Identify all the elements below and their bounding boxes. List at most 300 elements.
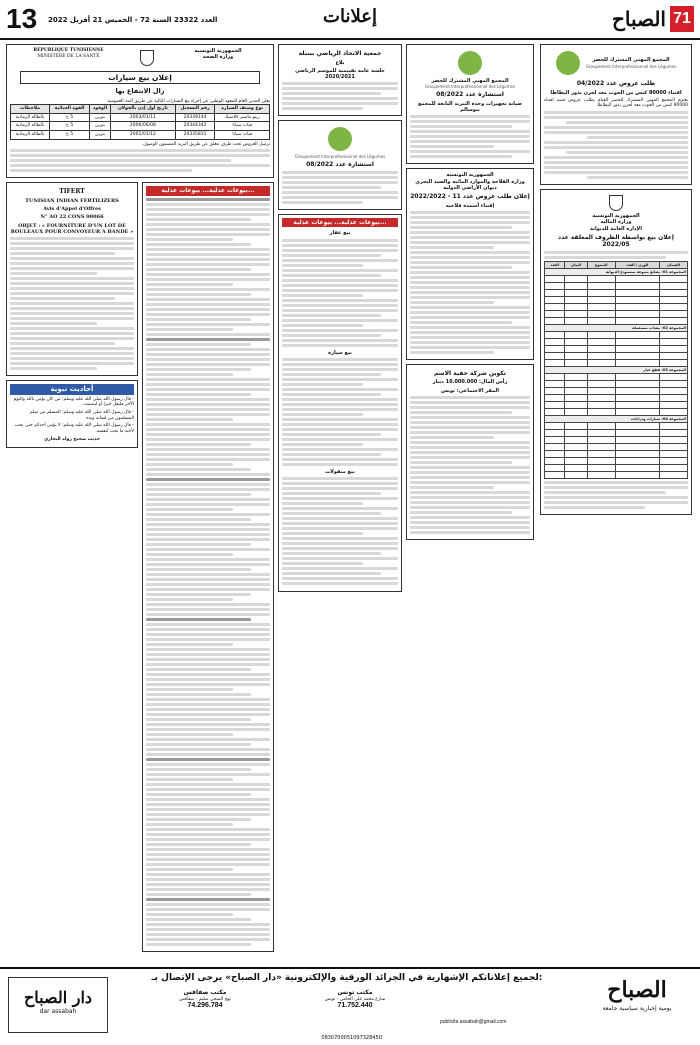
ad-subtitle: إقتناء أسمدة فلاحية	[445, 202, 495, 209]
masthead	[0, 0, 700, 40]
judicial-sales	[278, 214, 402, 592]
bank-account: 083070005109732845O	[321, 1035, 383, 1041]
tifert-tender-ad	[6, 182, 138, 376]
consultation-ad-legumes	[278, 120, 402, 210]
table-cell	[587, 409, 615, 416]
footer-email-link[interactable]: publicite.assabah@gmail.com	[440, 1019, 507, 1025]
table-cell	[587, 388, 615, 395]
ad-number: N° AO 22 CONS 00066	[40, 214, 104, 221]
table-cell	[565, 444, 588, 451]
table-row	[545, 297, 688, 304]
ad-subtitle: بلاغ	[335, 59, 345, 66]
sale-closing: ترسل العروض تحت ظرف مغلق عن طريق البريد المضمون الوصول.	[141, 141, 270, 147]
header-republic: الجمهورية التونسية	[194, 48, 242, 54]
lot-label: المجموعة 04: سيارات ودراجات	[545, 416, 688, 423]
table-cell	[545, 437, 565, 444]
office-phone[interactable]: 74.296.784	[187, 1002, 223, 1010]
judicial-notice-title: بيع سيارة	[328, 349, 352, 356]
table-cell	[587, 339, 615, 346]
table-cell	[587, 423, 615, 430]
table-cell	[587, 304, 615, 311]
table-cell	[587, 381, 615, 388]
ministry-heading: وزارة الفلاحة والموارد المائية والصيد البحري	[415, 178, 525, 185]
org-logo	[282, 124, 398, 154]
leaf-icon	[556, 51, 580, 75]
judicial-notice-title: بيع عقار	[329, 230, 351, 237]
lots-col-header: الضمان	[659, 261, 687, 268]
table-cell	[587, 353, 615, 360]
table-cell	[587, 451, 615, 458]
lot-header-row	[545, 416, 688, 423]
table-cell	[565, 465, 588, 472]
issue-info: العدد 23322 السنة 72 - الخميس 21 أفريل 2022	[48, 16, 218, 24]
table-cell	[659, 360, 687, 367]
table-cell	[615, 311, 659, 318]
org-logo	[410, 48, 530, 78]
lot-label: المجموعة 02: معدات مستعملة	[545, 325, 688, 332]
table-cell	[615, 332, 659, 339]
sale-intro: يعلن المدير العام للمعهد الوطني عن إجراء بيع السيارات التالية عن طريق البتة العمومية.	[106, 98, 270, 104]
table-cell	[565, 283, 588, 290]
table-cell	[545, 472, 565, 479]
table-cell	[659, 465, 687, 472]
table-cell: 2003/01/11	[111, 113, 176, 122]
tender-ad-jute-bags	[540, 44, 692, 185]
table-cell	[659, 402, 687, 409]
table-cell: 2006/06/08	[111, 122, 176, 131]
table-cell	[545, 409, 565, 416]
table-cell	[565, 381, 588, 388]
table-row	[545, 395, 688, 402]
table-cell	[615, 283, 659, 290]
table-cell	[615, 374, 659, 381]
table-cell	[615, 381, 659, 388]
table-row	[11, 113, 270, 122]
coat-of-arms-icon	[140, 50, 154, 66]
ministry-heading: وزارة المالية	[600, 219, 632, 226]
table-cell	[545, 332, 565, 339]
judicial-notice-title: بيع منقولات	[325, 468, 355, 475]
newspaper-logo[interactable]	[608, 4, 694, 36]
table-cell	[615, 360, 659, 367]
table-cell	[659, 311, 687, 318]
table-cell	[615, 430, 659, 437]
ad-title: جمعية الاتحاد الرياضي ببنبلة	[298, 50, 382, 57]
notices-body	[146, 198, 270, 946]
sale-col-header: ملاحظات	[11, 105, 50, 114]
table-cell	[545, 444, 565, 451]
table-cell	[587, 458, 615, 465]
table-cell: فيات سيانا	[215, 131, 270, 140]
table-cell	[545, 283, 565, 290]
table-cell	[659, 381, 687, 388]
table-cell	[565, 437, 588, 444]
republic-heading: الجمهورية التونسية	[592, 213, 640, 219]
table-row	[545, 311, 688, 318]
table-cell	[659, 332, 687, 339]
ad-title: استشارة عدد 08/2022	[306, 161, 374, 169]
table-cell	[565, 423, 588, 430]
ad-capital: رأس المال: 10.000.000 دينار	[432, 379, 508, 386]
ad-lead: يعتزم المجمع المهني المشترك للخضر القيام بطلب عروض قصد اقتناء 80000 كيس من الجوت معد لخزن بذور البطاطا.	[544, 97, 688, 109]
tender-ad-fertilizers	[406, 168, 534, 360]
consultation-ad-cooling-unit	[406, 44, 534, 164]
header-ministry: وزارة الصحة	[202, 54, 234, 61]
table-cell	[545, 304, 565, 311]
column-a	[540, 44, 692, 965]
table-cell	[545, 353, 565, 360]
table-row	[545, 402, 688, 409]
office-tunis	[280, 989, 430, 1011]
table-cell	[659, 458, 687, 465]
lots-table	[544, 261, 688, 479]
table-cell	[565, 346, 588, 353]
table-row	[545, 388, 688, 395]
table-cell	[659, 276, 687, 283]
ad-body	[544, 98, 688, 179]
lots-col-header: الوزن / العدد	[615, 261, 659, 268]
table-cell	[545, 290, 565, 297]
leaf-icon	[328, 127, 352, 151]
table-row	[545, 290, 688, 297]
org-name-fr: Groupement Interprofessionnel des Légumes	[585, 63, 677, 69]
table-cell	[565, 297, 588, 304]
table-cell	[545, 465, 565, 472]
sports-club-notice	[278, 44, 402, 116]
table-row	[545, 409, 688, 416]
table-cell	[659, 290, 687, 297]
office-heading: ديوان الأراضي الدولية	[443, 184, 497, 191]
table-cell: بالطالة الرمادية	[11, 113, 50, 122]
table-cell	[587, 283, 615, 290]
sale-subtitle: زال الانتفاع بها	[115, 87, 165, 96]
table-row	[545, 374, 688, 381]
customs-sale-notice	[540, 189, 692, 515]
table-cell: 5 خ	[49, 113, 89, 122]
table-cell	[545, 381, 565, 388]
table-cell	[545, 402, 565, 409]
table-cell	[565, 318, 588, 325]
judicial-notice	[282, 469, 398, 585]
table-cell	[615, 388, 659, 395]
table-cell	[615, 458, 659, 465]
table-cell	[565, 430, 588, 437]
table-cell	[615, 451, 659, 458]
lot-label: المجموعة 03: قطع غيار	[545, 367, 688, 374]
judicial-sales-banner: بيوعات عدلية... بيوعات عدلية...	[282, 218, 398, 228]
table-cell	[615, 276, 659, 283]
table-cell	[659, 430, 687, 437]
judicial-notices-wide	[142, 182, 274, 952]
org-name-fr: Groupement Interprofessionnel des Légumes	[424, 84, 516, 90]
table-cell	[545, 346, 565, 353]
table-cell	[659, 339, 687, 346]
table-cell	[565, 409, 588, 416]
republic-heading: الجمهورية التونسية	[446, 172, 494, 179]
table-cell	[587, 430, 615, 437]
table-cell	[565, 458, 588, 465]
org-logo	[544, 48, 688, 78]
vehicle-sale-ad	[6, 44, 274, 178]
table-cell: 5 خ	[49, 131, 89, 140]
company-formation-ad	[406, 364, 534, 540]
table-row	[545, 276, 688, 283]
hadith-item: - قال رسول الله صلى الله عليه وسلم: المسلم من سلم المسلمون من لسانه ويده.	[29, 410, 134, 421]
judicial-notice	[282, 230, 398, 346]
lot-header-row	[545, 269, 688, 276]
table-row	[545, 318, 688, 325]
table-cell	[587, 465, 615, 472]
table-cell	[659, 409, 687, 416]
table-cell: بنزين	[90, 131, 111, 140]
table-cell	[587, 444, 615, 451]
ad-title: إعلان طلب عروض عدد 11 - 2022/2022	[410, 193, 530, 200]
leaf-icon	[458, 51, 482, 75]
table-cell	[659, 423, 687, 430]
table-cell	[565, 290, 588, 297]
ad-hq: المقر الاجتماعي: تونس	[441, 387, 499, 394]
table-cell: فيات سيانا	[215, 122, 270, 131]
lot-header-row	[545, 367, 688, 374]
table-cell: 20335831	[175, 131, 215, 140]
notices-banner: بيوعات عدلية... بيوعات عدلية...	[146, 186, 270, 196]
column-c	[278, 44, 402, 965]
table-row	[545, 304, 688, 311]
table-cell	[615, 353, 659, 360]
table-cell	[587, 402, 615, 409]
table-cell: 2001/01/12	[111, 131, 176, 140]
lots-col-header: البيان	[565, 261, 588, 268]
table-cell	[565, 353, 588, 360]
table-cell	[659, 472, 687, 479]
hadith-header: أحاديث نبوية	[10, 384, 134, 395]
sale-title: إعلان بيع سيارات	[20, 71, 260, 84]
table-cell: بالطالة الرمادية	[11, 122, 50, 131]
table-cell	[659, 437, 687, 444]
table-row	[545, 430, 688, 437]
table-cell	[565, 276, 588, 283]
org-name: المجمع المهني المشترك للخضر	[431, 78, 509, 84]
table-cell	[565, 451, 588, 458]
table-cell	[565, 360, 588, 367]
table-cell: بنزين	[90, 113, 111, 122]
table-cell	[587, 395, 615, 402]
judicial-notice	[282, 350, 398, 466]
hadith-item: - قال رسول الله صلى الله عليه وسلم: لا يؤمن أحدكم حتى يحب لأخيه ما يحب لنفسه.	[14, 423, 134, 434]
table-cell	[615, 346, 659, 353]
sale-col-header: تاريخ أول إذن بالجولان	[111, 105, 176, 114]
table-cell	[565, 339, 588, 346]
ad-subtitle: اقتناء 80000 كيس من الجوت معد لخزن بذور البطاطا	[550, 89, 682, 96]
table-cell	[587, 472, 615, 479]
table-cell	[659, 353, 687, 360]
table-cell	[615, 465, 659, 472]
ad-subtitle: صيانة تجهيزات وحدة التبريد التابعة للمجمع ببوسالم	[417, 100, 523, 113]
table-cell	[659, 374, 687, 381]
office-title: مكتب تونس	[337, 989, 373, 996]
logo-left-name: دار الصباح	[23, 988, 93, 1007]
company-name: TIFERT	[59, 188, 85, 196]
company-full-name: TUNISIAN INDIAN FERTILIZERS	[25, 197, 119, 204]
header-fr-republic: RÉPUBLIQUE TUNISIENNE	[33, 48, 104, 53]
logo-wordmark: الصباح	[611, 7, 666, 31]
office-address: نهج المنجي سليم - صفاقس	[179, 996, 231, 1002]
table-row	[545, 332, 688, 339]
table-cell	[587, 311, 615, 318]
table-cell	[615, 423, 659, 430]
table-cell	[659, 395, 687, 402]
sale-col-header: نوع وصنف السيارة	[215, 105, 270, 114]
table-cell	[545, 339, 565, 346]
table-cell: 20344342	[175, 122, 215, 131]
logo-right-sub: يومية إخبارية سياسية جامعة	[602, 1004, 672, 1012]
table-cell	[615, 395, 659, 402]
footer-banner: لجميع إعلاناتكم الإشهارية في الجرائد الورقية والإلكترونية «دار الصباح» يرجى الإتصال بـ:	[151, 973, 543, 983]
hadith-item: - قال رسول الله صلى الله عليه وسلم: من كان يؤمن بالله واليوم الآخر فليقل خيرا أو ليصمت.	[13, 396, 134, 408]
table-row	[545, 360, 688, 367]
ad-title: طلب عروض عدد 04/2022	[576, 80, 656, 87]
table-cell: 20339144	[175, 113, 215, 122]
table-cell	[587, 374, 615, 381]
org-name-fr: Groupement Interprofessionnel des Légumes	[294, 154, 386, 160]
table-cell	[615, 318, 659, 325]
assabah-logo[interactable]	[582, 977, 692, 1033]
table-row	[545, 381, 688, 388]
page-number: 13	[6, 3, 38, 34]
table-cell: بنزين	[90, 122, 111, 131]
section-title: إعلانات	[323, 6, 377, 27]
dar-assabah-logo[interactable]	[8, 977, 108, 1033]
table-cell	[545, 423, 565, 430]
table-cell	[545, 430, 565, 437]
table-cell	[565, 388, 588, 395]
table-cell	[587, 318, 615, 325]
table-cell	[587, 437, 615, 444]
table-cell	[615, 437, 659, 444]
table-cell	[659, 283, 687, 290]
table-row	[545, 451, 688, 458]
table-row	[11, 131, 270, 140]
table-cell	[545, 297, 565, 304]
ad-body: جلسة عامة تقييمية للموسم الرياضي 2020/2021	[295, 67, 385, 80]
table-row	[545, 339, 688, 346]
table-cell	[659, 444, 687, 451]
coat-of-arms-icon	[609, 195, 623, 211]
table-cell: بالطالة الرمادية	[11, 131, 50, 140]
ad-title: Avis d'Appel d'Offres	[43, 206, 101, 212]
table-cell	[659, 346, 687, 353]
table-row	[545, 444, 688, 451]
table-cell	[545, 374, 565, 381]
table-cell	[587, 290, 615, 297]
table-cell	[545, 360, 565, 367]
table-cell	[545, 395, 565, 402]
table-cell	[659, 318, 687, 325]
table-cell	[659, 451, 687, 458]
table-cell	[545, 451, 565, 458]
table-cell	[545, 276, 565, 283]
table-cell	[587, 346, 615, 353]
table-row	[545, 353, 688, 360]
table-cell	[587, 276, 615, 283]
ad-title: تكوين شركة خفية الاسم	[433, 369, 507, 377]
table-cell: رينو ماستر كلاسيك	[215, 113, 270, 122]
sale-col-header: القوة الجبائية	[49, 105, 89, 114]
table-row	[545, 423, 688, 430]
table-row	[545, 472, 688, 479]
office-address: شارع محمد علي الحامي - تونس	[324, 996, 386, 1002]
sale-col-header: الوقود	[90, 105, 111, 114]
org-name: المجمع المهني المشترك للخضر	[592, 57, 670, 64]
header-fr-ministry: MINISTÈRE DE LA SANTÉ	[37, 53, 100, 59]
lot-label: المجموعة 01: بضائع متنوعة بمستودع الديوانة	[545, 269, 688, 276]
table-cell	[615, 290, 659, 297]
hadith-box	[6, 380, 138, 448]
logo-badge: 71	[670, 6, 694, 32]
table-cell: 5 خ	[49, 122, 89, 131]
table-row	[545, 458, 688, 465]
table-cell	[565, 374, 588, 381]
column-d	[6, 44, 274, 965]
lot-header-row	[545, 325, 688, 332]
table-cell	[615, 444, 659, 451]
notice-title: إعلان بيع بواسطة الظروف المغلقة عدد 2022/05	[558, 233, 674, 249]
table-row	[545, 283, 688, 290]
agency-heading: الإدارة العامة للديوانة	[590, 225, 642, 232]
hadith-list	[10, 397, 134, 435]
table-row	[545, 465, 688, 472]
table-cell	[565, 304, 588, 311]
table-cell	[615, 409, 659, 416]
table-row	[11, 122, 270, 131]
table-cell	[545, 388, 565, 395]
lots-col-header: المنتوج	[587, 261, 615, 268]
column-b	[406, 44, 534, 965]
table-cell	[545, 458, 565, 465]
table-row	[545, 437, 688, 444]
lots-col-header: العدد	[545, 261, 565, 268]
table-cell	[545, 311, 565, 318]
table-cell	[565, 472, 588, 479]
office-title: مكتب صفاقس	[183, 989, 227, 996]
office-phone[interactable]: 71.752.440	[337, 1002, 373, 1010]
table-cell	[615, 472, 659, 479]
office-sfax	[130, 989, 280, 1011]
table-cell	[565, 402, 588, 409]
vehicles-table	[10, 104, 270, 140]
table-cell	[565, 311, 588, 318]
table-cell	[615, 304, 659, 311]
footer	[0, 967, 700, 1045]
table-cell	[565, 395, 588, 402]
table-row	[545, 346, 688, 353]
table-cell	[587, 360, 615, 367]
sale-col-header: رقم التسجيل	[175, 105, 215, 114]
hadith-source: حديث صحيح رواه البخاري	[44, 436, 100, 442]
table-cell	[545, 318, 565, 325]
table-cell	[565, 332, 588, 339]
table-cell	[659, 304, 687, 311]
logo-left-sub: dar assabah	[39, 1008, 77, 1015]
table-cell	[659, 297, 687, 304]
judicial-list	[282, 230, 398, 585]
table-cell	[587, 332, 615, 339]
table-cell	[659, 388, 687, 395]
ad-title: استشارة عدد 08/2022	[436, 91, 504, 99]
table-cell	[587, 297, 615, 304]
table-cell	[615, 402, 659, 409]
table-cell	[615, 297, 659, 304]
